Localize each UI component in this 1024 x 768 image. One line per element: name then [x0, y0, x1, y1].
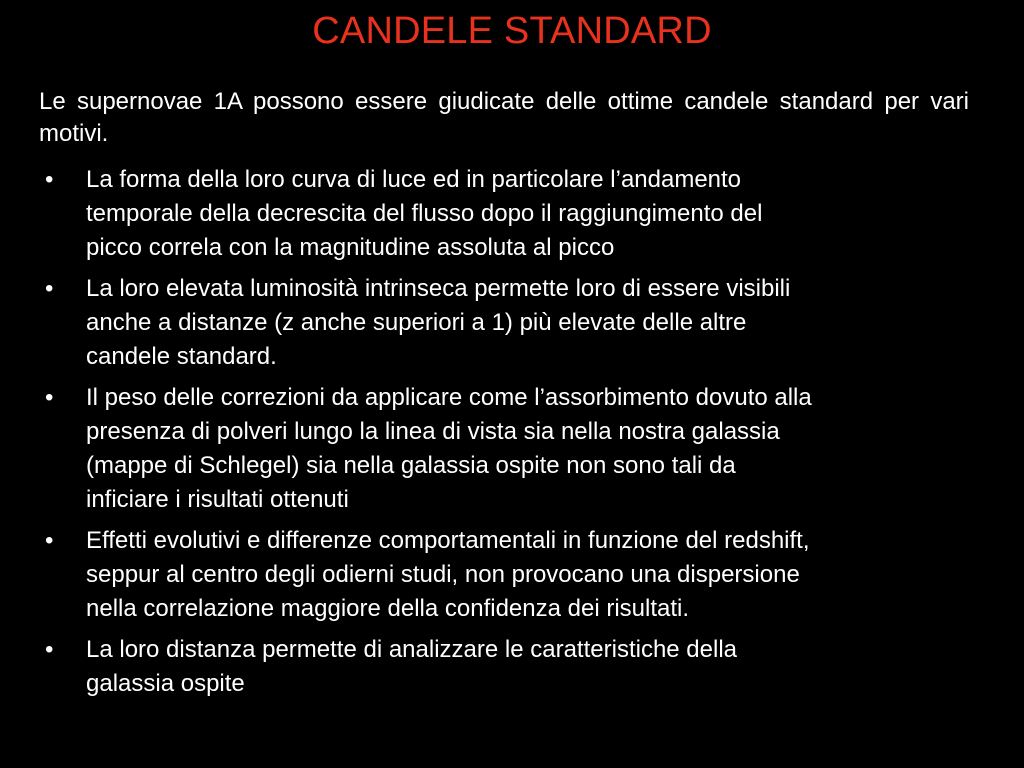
bullet-marker: • — [45, 527, 54, 554]
intro-paragraph: Le supernovae 1A possono essere giudicate delle ottime candele standard per vari motivi. — [39, 88, 969, 147]
bullet-marker: • — [45, 166, 54, 193]
bullet-text: La loro elevata luminosità intrinseca permette loro di essere visibili anche a distanze (z anche superiori a 1) più elevate delle altre candele standard. — [86, 275, 791, 370]
bullet-marker: • — [45, 384, 54, 411]
bullet-text: Effetti evolutivi e differenze comportamentali in funzione del redshift, seppur al centro degli odierni studi, non provocano una dispersione nella correlazione maggiore della confidenza dei risultati. — [86, 527, 810, 622]
slide-title: CANDELE STANDARD — [312, 10, 712, 52]
bullet-item — [39, 524, 959, 626]
bullet-text: Il peso delle correzioni da applicare come l’assorbimento dovuto alla presenza di polveri lungo la linea di vista sia nella nostra galassia (mappe di Schlegel) sia nella galassia ospite non sono tali da inficiare i risultati ottenuti — [86, 384, 812, 513]
bullet-item — [39, 272, 959, 374]
bullet-text: La forma della loro curva di luce ed in particolare l’andamento temporale della decrescita del flusso dopo il raggiungimento del picco correla con la magnitudine assoluta al picco — [86, 166, 763, 261]
bullet-marker: • — [45, 636, 54, 663]
bullet-item — [39, 381, 959, 517]
bullet-marker: • — [45, 275, 54, 302]
bullet-text: La loro distanza permette di analizzare le caratteristiche della galassia ospite — [86, 636, 738, 697]
bullet-list — [39, 163, 959, 708]
bullet-item — [39, 163, 959, 265]
bullet-item — [39, 633, 959, 701]
